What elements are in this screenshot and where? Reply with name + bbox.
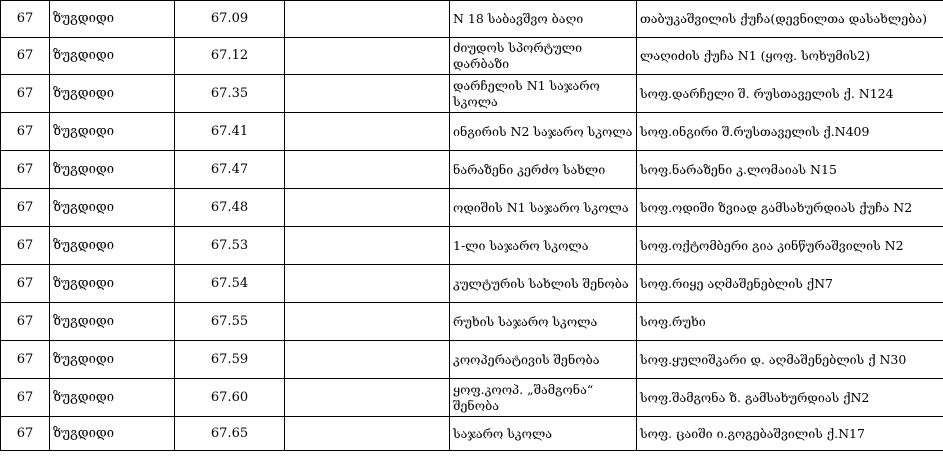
station-name-cell: N 18 საბავშვო ბაღი	[450, 1, 637, 38]
station-name-cell: საჯარო სკოლა	[450, 417, 637, 451]
station-name-cell: ნარაზენი კერძო სახლი	[450, 151, 637, 189]
table-row	[1, 417, 943, 451]
station-name-cell: ძიუდოს სპორტული დარბაზი	[450, 38, 637, 75]
station-code-cell: 67.60	[175, 379, 285, 417]
district-number-cell: 67	[1, 417, 50, 451]
empty-cell	[285, 227, 450, 265]
district-cell: ზუგდიდი	[50, 38, 175, 75]
station-code-cell: 67.09	[175, 1, 285, 38]
district-number-cell: 67	[1, 379, 50, 417]
station-code-cell: 67.48	[175, 189, 285, 227]
station-name-cell: ინგირის N2 საჯარო სკოლა	[450, 113, 637, 151]
station-name-cell: 1-ლი საჯარო სკოლა	[450, 227, 637, 265]
district-number-cell: 67	[1, 189, 50, 227]
station-code-cell: 67.65	[175, 417, 285, 451]
empty-cell	[285, 113, 450, 151]
station-name-cell: ყოფ.კოოპ. „შამგონა“ შენობა	[450, 379, 637, 417]
district-number-cell: 67	[1, 151, 50, 189]
district-number-cell: 67	[1, 341, 50, 379]
table-row	[1, 189, 943, 227]
station-address-cell: სოფ.ნარაზენი კ.ლომაიას N15	[637, 151, 943, 189]
empty-cell	[285, 75, 450, 113]
station-code-cell: 67.59	[175, 341, 285, 379]
station-name-cell: ოდიშის N1 საჯარო სკოლა	[450, 189, 637, 227]
district-cell: ზუგდიდი	[50, 189, 175, 227]
station-address-cell: სოფ.შამგონა ზ. გამსახურდიას ქN2	[637, 379, 943, 417]
table-row	[1, 227, 943, 265]
station-address-cell: სოფ.ინგირი შ.რუსთაველის ქ.N409	[637, 113, 943, 151]
station-address-cell: სოფ.რუხი	[637, 303, 943, 341]
empty-cell	[285, 379, 450, 417]
district-cell: ზუგდიდი	[50, 75, 175, 113]
district-cell: ზუგდიდი	[50, 265, 175, 303]
station-address-cell: სოფ.ოდიში ზვიად გამსახურდიას ქუჩა N2	[637, 189, 943, 227]
table-row	[1, 1, 943, 38]
empty-cell	[285, 1, 450, 38]
empty-cell	[285, 189, 450, 227]
empty-cell	[285, 341, 450, 379]
district-number-cell: 67	[1, 265, 50, 303]
empty-cell	[285, 303, 450, 341]
district-number-cell: 67	[1, 38, 50, 75]
district-cell: ზუგდიდი	[50, 227, 175, 265]
table-row	[1, 265, 943, 303]
table-row	[1, 303, 943, 341]
table-row	[1, 341, 943, 379]
empty-cell	[285, 151, 450, 189]
district-cell: ზუგდიდი	[50, 303, 175, 341]
table-row	[1, 113, 943, 151]
station-address-cell: ლაღიძის ქუჩა N1 (ყოფ. სოხუმის2)	[637, 38, 943, 75]
station-name-cell: კულტურის სახლის შენობა	[450, 265, 637, 303]
district-number-cell: 67	[1, 1, 50, 38]
station-code-cell: 67.12	[175, 38, 285, 75]
station-name-cell: რუხის საჯარო სკოლა	[450, 303, 637, 341]
empty-cell	[285, 265, 450, 303]
station-code-cell: 67.35	[175, 75, 285, 113]
station-address-cell: სოფ.დარჩელი შ. რუსთაველის ქ. N124	[637, 75, 943, 113]
district-number-cell: 67	[1, 113, 50, 151]
station-code-cell: 67.47	[175, 151, 285, 189]
table-row	[1, 379, 943, 417]
district-cell: ზუგდიდი	[50, 151, 175, 189]
district-number-cell: 67	[1, 227, 50, 265]
station-code-cell: 67.54	[175, 265, 285, 303]
station-code-cell: 67.53	[175, 227, 285, 265]
empty-cell	[285, 417, 450, 451]
table-row	[1, 38, 943, 75]
district-cell: ზუგდიდი	[50, 1, 175, 38]
table-row	[1, 75, 943, 113]
district-number-cell: 67	[1, 303, 50, 341]
station-address-cell: სოფ.ყულიშკარი დ. აღმაშენებლის ქ N30	[637, 341, 943, 379]
station-code-cell: 67.41	[175, 113, 285, 151]
district-cell: ზუგდიდი	[50, 113, 175, 151]
district-cell: ზუგდიდი	[50, 379, 175, 417]
station-name-cell: კოოპერატივის შენობა	[450, 341, 637, 379]
district-cell: ზუგდიდი	[50, 417, 175, 451]
district-cell: ზუგდიდი	[50, 341, 175, 379]
station-address-cell: სოფ.ოქტომბერი გია კინწურაშვილის N2	[637, 227, 943, 265]
table-row	[1, 151, 943, 189]
station-address-cell: თაბუკაშვილის ქუჩა(დევნილთა დასახლება)	[637, 1, 943, 38]
empty-cell	[285, 38, 450, 75]
station-address-cell: სოფ.რიყე აღმაშენებლის ქN7	[637, 265, 943, 303]
district-number-cell: 67	[1, 75, 50, 113]
station-address-cell: სოფ. ცაიში ი.გოგებაშვილის ქ.N17	[637, 417, 943, 451]
station-name-cell: დარჩელის N1 საჯარო სკოლა	[450, 75, 637, 113]
station-code-cell: 67.55	[175, 303, 285, 341]
